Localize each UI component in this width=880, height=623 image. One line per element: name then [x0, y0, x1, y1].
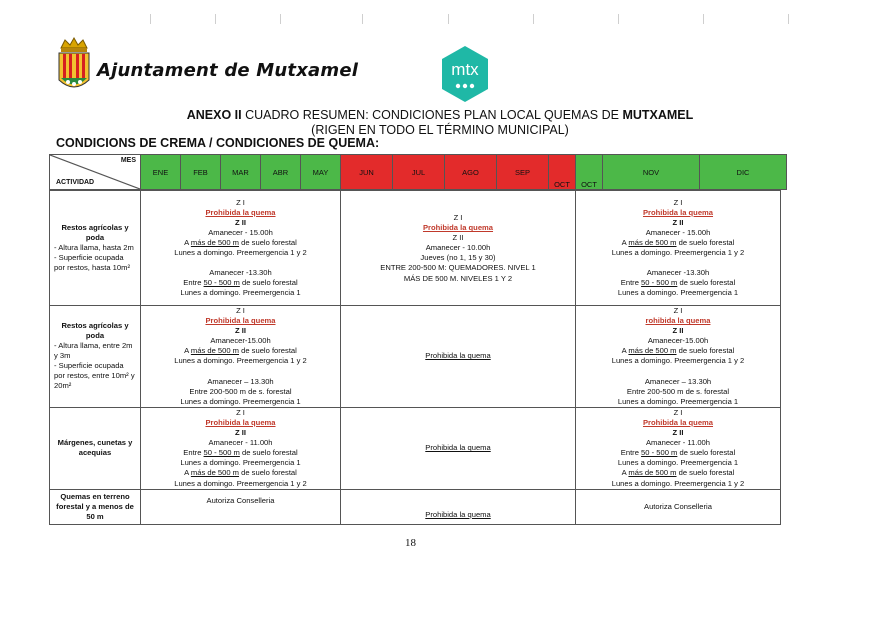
scan-mark: [703, 14, 704, 24]
month-header-ago: AGO: [445, 155, 497, 190]
activity-detail: - Superficie ocupada por restos, entre 10m² y 20m²: [54, 361, 135, 391]
month-axis-label: MES: [120, 157, 136, 164]
activity-cell: [50, 191, 141, 306]
prohibited-note: rohibida la quema: [645, 316, 711, 326]
distance-text: Entre 50 - 500 m de suelo forestal: [620, 278, 736, 288]
zone-label: Z II: [235, 217, 246, 227]
schedule-text: Amanecer-15.00h: [647, 336, 709, 346]
prohibited-note: Prohibida la quema: [205, 316, 276, 326]
days-text: Jueves (no 1, 15 y 30): [420, 253, 496, 263]
title-subtitle: (RIGEN EN TODO EL TÉRMINO MUNICIPAL): [311, 123, 569, 137]
table-row: [50, 489, 781, 524]
days-text: Lunes a domingo. Preemergencia 1 y 2: [611, 356, 745, 366]
zone-label: Z II: [235, 326, 246, 336]
prohibited-note: Prohibida la quema: [205, 207, 276, 217]
schedule-text: Amanecer - 10.00h: [425, 243, 491, 253]
activity-detail: - Altura llama, entre 2m y 3m: [54, 341, 133, 361]
scan-mark: [618, 14, 619, 24]
month-header-oct-restricted: OCT: [549, 155, 576, 190]
schedule-text: Amanecer – 13.30h: [207, 376, 274, 386]
schedule-text: Amanecer - 15.00h: [645, 227, 711, 237]
zone-label: Z I: [236, 407, 245, 417]
authorization-text: Autoriza Conselleria: [644, 501, 712, 511]
month-header-table: [49, 154, 787, 190]
distance-text: A más de 500 m de suelo forestal: [621, 468, 735, 478]
zone-label: Z II: [672, 217, 684, 227]
days-text: Lunes a domingo. Preemergencia 1 y 2: [611, 478, 745, 488]
table-row: [50, 191, 781, 306]
mtx-logo-text: mtx: [451, 60, 479, 79]
distance-text: Entre 200-500 m de s. forestal: [626, 386, 730, 396]
month-header-nov: NOV: [603, 155, 700, 190]
title-main: CUADRO RESUMEN: CONDICIONES PLAN LOCAL QUEMAS DE: [241, 108, 623, 122]
schedule-text: Amanecer - 15.00h: [208, 227, 273, 237]
month-header-oct-allowed: OCT: [576, 155, 603, 190]
schedule-text: Amanecer -13.30h: [209, 268, 272, 278]
days-text: Lunes a domingo. Preemergencia 1: [180, 458, 301, 468]
zone-label: Z I: [673, 197, 683, 207]
title-annex: ANEXO II: [186, 108, 242, 122]
mtx-logo: [440, 45, 490, 103]
month-header-sep: SEP: [497, 155, 549, 190]
distance-text: MÁS DE 500 M. NIVELES 1 Y 2: [403, 273, 513, 283]
days-text: Lunes a domingo. Preemergencia 1: [180, 396, 301, 406]
section-heading: CONDICIONS DE CREMA / CONDICIONES DE QUEMA:: [56, 136, 380, 150]
zone-label: Z II: [672, 428, 684, 438]
organization-name: Ajuntament de Mutxamel: [97, 60, 359, 81]
zone-label: Z II: [672, 326, 684, 336]
conditions-cell-jan-may: [141, 306, 341, 408]
activity-title: Márgenes, cunetas y acequias: [57, 438, 133, 458]
distance-text: Entre 200-500 m de s. forestal: [189, 386, 292, 396]
authorization-text: Autoriza Conselleria: [206, 495, 275, 505]
table-row: [50, 407, 781, 489]
prohibited-note: Prohibida la quema: [642, 207, 714, 217]
days-text: Lunes a domingo. Preemergencia 1: [617, 396, 739, 406]
prohibited-note: Prohibida la quema: [205, 417, 276, 427]
activity-cell: [50, 407, 141, 489]
prohibited-note: Prohibida la quema: [425, 509, 491, 519]
month-header-dic: DIC: [700, 155, 787, 190]
zone-label: Z II: [235, 428, 246, 438]
conditions-cell-oct-dec: [576, 407, 781, 489]
zone-label: Z II: [452, 233, 464, 243]
title-town: MUTXAMEL: [622, 108, 694, 122]
conditions-cell-oct-dec: [576, 306, 781, 408]
conditions-cell-oct-dec: [576, 489, 781, 524]
days-text: Lunes a domingo. Preemergencia 1 y 2: [611, 248, 745, 258]
month-header-mar: MAR: [221, 155, 261, 190]
scan-mark: [362, 14, 363, 24]
zone-label: Z I: [236, 197, 245, 207]
conditions-cell-oct-dec: [576, 191, 781, 306]
activity-cell: [50, 306, 141, 408]
activity-axis-label: ACTIVIDAD: [56, 179, 95, 186]
zone-label: Z I: [236, 306, 245, 315]
activity-title: Restos agrícolas y poda: [61, 223, 129, 242]
month-header-feb: FEB: [181, 155, 221, 190]
distance-text: A más de 500 m de suelo forestal: [621, 346, 735, 356]
distance-text: Entre 50 - 500 m de suelo forestal: [183, 278, 298, 288]
conditions-table: [49, 190, 781, 525]
month-header-jun: JUN: [341, 155, 393, 190]
conditions-cell-jan-may: [141, 489, 341, 524]
coat-of-arms-icon: [55, 36, 93, 94]
page-number: 18: [405, 537, 416, 549]
schedule-text: Amanecer - 11.00h: [208, 438, 273, 448]
distance-text: A más de 500 m de suelo forestal: [184, 468, 297, 478]
distance-text: A más de 500 m de suelo forestal: [184, 346, 297, 356]
month-header-may: MAY: [301, 155, 341, 190]
activity-cell: [50, 489, 141, 524]
days-text: Lunes a domingo. Preemergencia 1 y 2: [174, 478, 307, 488]
conditions-cell-jan-may: [141, 191, 341, 306]
distance-text: Entre 50 - 500 m de suelo forestal: [620, 448, 736, 458]
month-header-ene: ENE: [141, 155, 181, 190]
days-text: Lunes a domingo. Preemergencia 1: [617, 288, 739, 298]
prohibited-note: Prohibida la quema: [425, 351, 491, 361]
scan-mark: [215, 14, 216, 24]
activity-title: Quemas en terreno forestal y a menos de 50 m: [56, 491, 134, 521]
scan-mark: [533, 14, 534, 24]
prohibited-note: Prohibida la quema: [425, 443, 491, 453]
distance-text: ENTRE 200-500 M: QUEMADORES. NIVEL 1: [380, 263, 536, 273]
days-text: Lunes a domingo. Preemergencia 1: [617, 458, 739, 468]
table-row: [50, 306, 781, 408]
document-title: [170, 108, 710, 138]
month-header-jul: JUL: [393, 155, 445, 190]
days-text: Lunes a domingo. Preemergencia 1: [180, 288, 301, 298]
distance-text: A más de 500 m de suelo forestal: [184, 237, 297, 247]
table-corner-cell: [50, 155, 141, 190]
month-header-abr: ABR: [261, 155, 301, 190]
scan-mark: [788, 14, 789, 24]
scan-mark: [150, 14, 151, 24]
schedule-text: Amanecer-15.00h: [210, 336, 271, 346]
schedule-text: Amanecer – 13.30h: [644, 376, 712, 386]
conditions-cell-jun-oct: [341, 489, 576, 524]
days-text: Lunes a domingo. Preemergencia 1 y 2: [174, 248, 307, 258]
scan-mark: [448, 14, 449, 24]
scan-mark: [280, 14, 281, 24]
conditions-cell-jun-oct: [341, 407, 576, 489]
zone-label: Z I: [673, 306, 683, 315]
conditions-cell-jan-may: [141, 407, 341, 489]
schedule-text: Amanecer - 11.00h: [645, 438, 711, 448]
zone-label: Z I: [453, 213, 463, 222]
conditions-cell-jun-oct: [341, 191, 576, 306]
activity-detail: - Altura llama, hasta 2m: [54, 243, 134, 252]
days-text: Lunes a domingo. Preemergencia 1 y 2: [174, 356, 307, 366]
schedule-text: Amanecer -13.30h: [646, 268, 710, 278]
zone-label: Z I: [673, 407, 683, 417]
distance-text: A más de 500 m de suelo forestal: [621, 237, 735, 247]
prohibited-note: Prohibida la quema: [642, 417, 714, 427]
distance-text: Entre 50 - 500 m de suelo forestal: [183, 448, 298, 458]
prohibited-note: Prohibida la quema: [422, 223, 494, 233]
activity-detail: - Superficie ocupada por restos, hasta 10m²: [54, 253, 130, 272]
conditions-cell-jun-oct: [341, 306, 576, 408]
activity-title: Restos agrícolas y poda: [61, 321, 129, 341]
